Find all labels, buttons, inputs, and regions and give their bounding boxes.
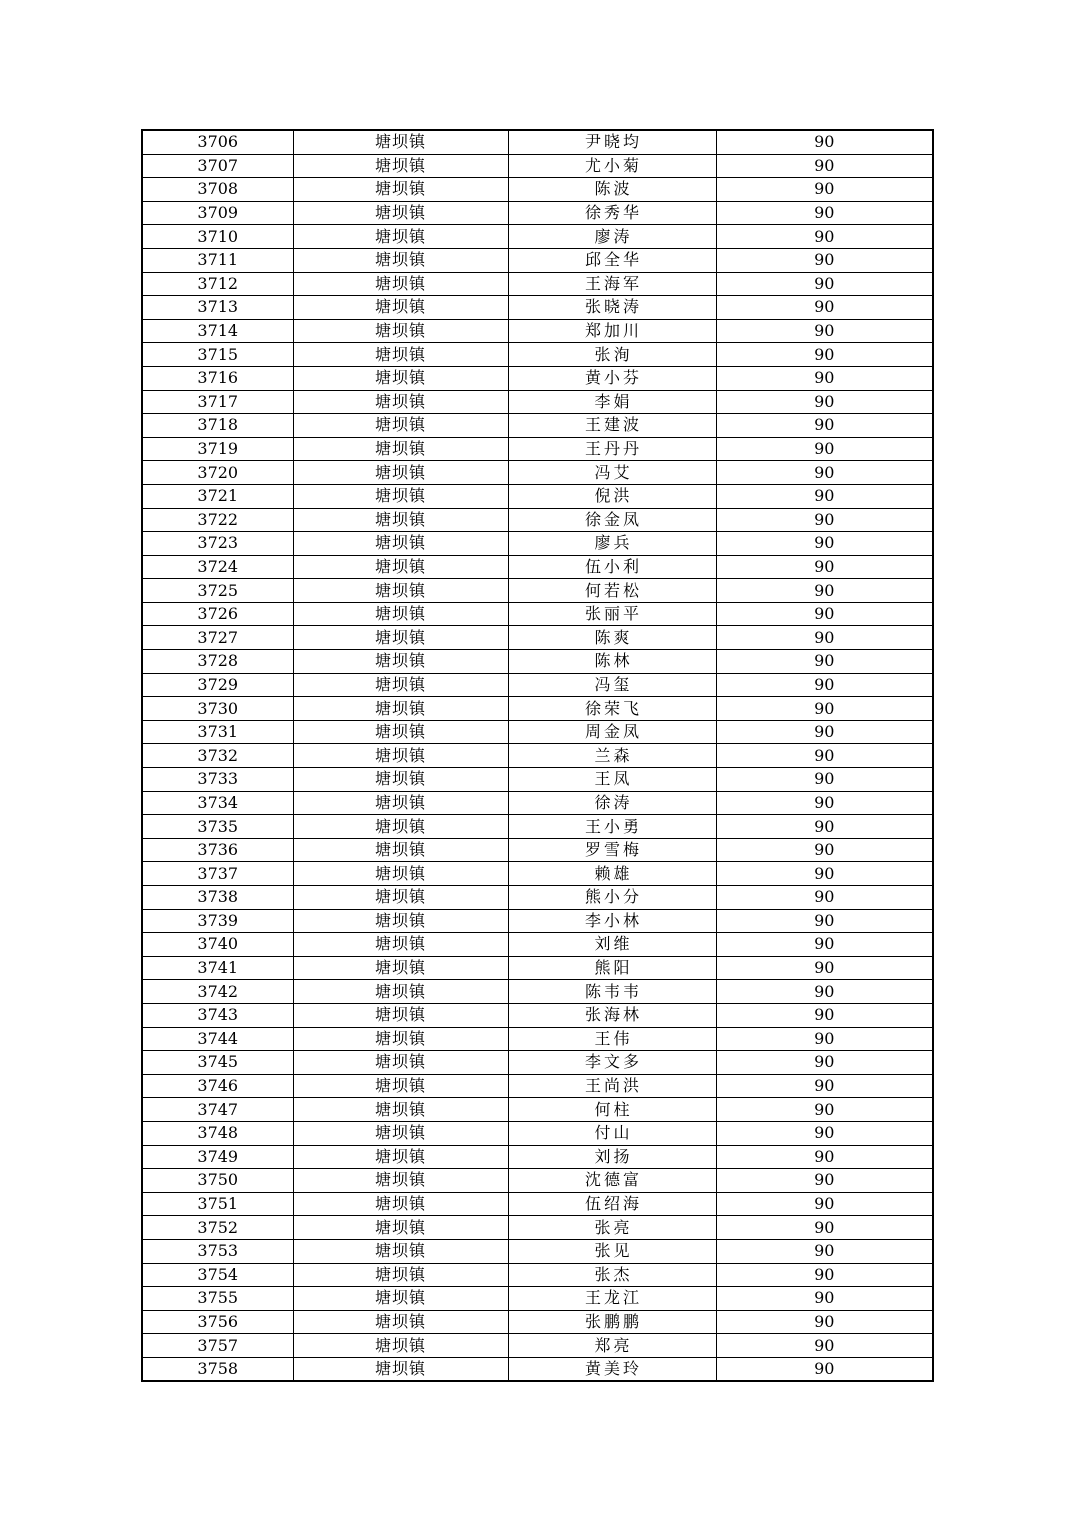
table-row xyxy=(142,130,933,154)
town-cell: 塘坝镇 xyxy=(293,909,508,933)
town-cell: 塘坝镇 xyxy=(293,980,508,1004)
score-cell: 90 xyxy=(716,815,933,839)
row-number-cell: 3720 xyxy=(142,461,293,485)
town-cell: 塘坝镇 xyxy=(293,602,508,626)
score-cell: 90 xyxy=(716,272,933,296)
row-number-cell: 3711 xyxy=(142,248,293,272)
score-cell: 90 xyxy=(716,933,933,957)
row-number-cell: 3727 xyxy=(142,626,293,650)
table-row xyxy=(142,248,933,272)
row-number-cell: 3754 xyxy=(142,1263,293,1287)
table-row xyxy=(142,225,933,249)
row-number-cell: 3717 xyxy=(142,390,293,414)
town-cell: 塘坝镇 xyxy=(293,1027,508,1051)
score-cell: 90 xyxy=(716,1263,933,1287)
row-number-cell: 3723 xyxy=(142,532,293,556)
table-row xyxy=(142,909,933,933)
score-cell: 90 xyxy=(716,532,933,556)
table-row xyxy=(142,579,933,603)
table-row xyxy=(142,673,933,697)
person-name-cell: 尹晓均 xyxy=(508,130,716,154)
town-cell: 塘坝镇 xyxy=(293,461,508,485)
score-cell: 90 xyxy=(716,838,933,862)
table-row xyxy=(142,437,933,461)
score-cell: 90 xyxy=(716,744,933,768)
town-cell: 塘坝镇 xyxy=(293,154,508,178)
table-row xyxy=(142,602,933,626)
row-number-cell: 3735 xyxy=(142,815,293,839)
town-cell: 塘坝镇 xyxy=(293,862,508,886)
person-name-cell: 陈韦韦 xyxy=(508,980,716,1004)
row-number-cell: 3751 xyxy=(142,1192,293,1216)
score-cell: 90 xyxy=(716,1098,933,1122)
person-name-cell: 张海林 xyxy=(508,1003,716,1027)
person-name-cell: 徐荣飞 xyxy=(508,697,716,721)
person-name-cell: 廖兵 xyxy=(508,532,716,556)
row-number-cell: 3757 xyxy=(142,1334,293,1358)
score-cell: 90 xyxy=(716,980,933,1004)
score-cell: 90 xyxy=(716,1310,933,1334)
person-name-cell: 陈爽 xyxy=(508,626,716,650)
table-row xyxy=(142,1027,933,1051)
person-name-cell: 黄美玲 xyxy=(508,1357,716,1381)
row-number-cell: 3715 xyxy=(142,343,293,367)
score-cell: 90 xyxy=(716,791,933,815)
score-cell: 90 xyxy=(716,673,933,697)
row-number-cell: 3750 xyxy=(142,1169,293,1193)
score-cell: 90 xyxy=(716,201,933,225)
score-cell: 90 xyxy=(716,390,933,414)
row-number-cell: 3742 xyxy=(142,980,293,1004)
town-cell: 塘坝镇 xyxy=(293,744,508,768)
town-cell: 塘坝镇 xyxy=(293,532,508,556)
table-row xyxy=(142,650,933,674)
table-row xyxy=(142,484,933,508)
town-cell: 塘坝镇 xyxy=(293,838,508,862)
person-name-cell: 张丽平 xyxy=(508,602,716,626)
table-row xyxy=(142,1145,933,1169)
table-row xyxy=(142,1357,933,1381)
table-row xyxy=(142,886,933,910)
person-name-cell: 陈波 xyxy=(508,178,716,202)
score-cell: 90 xyxy=(716,154,933,178)
table-row xyxy=(142,768,933,792)
score-cell: 90 xyxy=(716,768,933,792)
person-name-cell: 黄小芬 xyxy=(508,366,716,390)
person-name-cell: 张洵 xyxy=(508,343,716,367)
person-name-cell: 郑亮 xyxy=(508,1334,716,1358)
row-number-cell: 3747 xyxy=(142,1098,293,1122)
town-cell: 塘坝镇 xyxy=(293,886,508,910)
person-name-cell: 张亮 xyxy=(508,1216,716,1240)
town-cell: 塘坝镇 xyxy=(293,1098,508,1122)
person-name-cell: 陈林 xyxy=(508,650,716,674)
town-cell: 塘坝镇 xyxy=(293,697,508,721)
town-cell: 塘坝镇 xyxy=(293,1263,508,1287)
row-number-cell: 3749 xyxy=(142,1145,293,1169)
person-name-cell: 刘扬 xyxy=(508,1145,716,1169)
person-name-cell: 尤小菊 xyxy=(508,154,716,178)
roster-table xyxy=(141,129,934,1382)
town-cell: 塘坝镇 xyxy=(293,626,508,650)
row-number-cell: 3741 xyxy=(142,956,293,980)
table-row xyxy=(142,1239,933,1263)
score-cell: 90 xyxy=(716,1334,933,1358)
table-row xyxy=(142,1121,933,1145)
town-cell: 塘坝镇 xyxy=(293,791,508,815)
person-name-cell: 付山 xyxy=(508,1121,716,1145)
town-cell: 塘坝镇 xyxy=(293,933,508,957)
person-name-cell: 伍绍海 xyxy=(508,1192,716,1216)
score-cell: 90 xyxy=(716,579,933,603)
table-row xyxy=(142,343,933,367)
row-number-cell: 3738 xyxy=(142,886,293,910)
score-cell: 90 xyxy=(716,1192,933,1216)
score-cell: 90 xyxy=(716,225,933,249)
score-cell: 90 xyxy=(716,1074,933,1098)
town-cell: 塘坝镇 xyxy=(293,201,508,225)
score-cell: 90 xyxy=(716,1287,933,1311)
person-name-cell: 王伟 xyxy=(508,1027,716,1051)
row-number-cell: 3721 xyxy=(142,484,293,508)
row-number-cell: 3746 xyxy=(142,1074,293,1098)
town-cell: 塘坝镇 xyxy=(293,1216,508,1240)
table-row xyxy=(142,720,933,744)
town-cell: 塘坝镇 xyxy=(293,956,508,980)
row-number-cell: 3728 xyxy=(142,650,293,674)
person-name-cell: 王尚洪 xyxy=(508,1074,716,1098)
town-cell: 塘坝镇 xyxy=(293,1310,508,1334)
table-row xyxy=(142,933,933,957)
town-cell: 塘坝镇 xyxy=(293,272,508,296)
table-row xyxy=(142,1051,933,1075)
row-number-cell: 3748 xyxy=(142,1121,293,1145)
roster-table-body xyxy=(142,130,933,1381)
row-number-cell: 3731 xyxy=(142,720,293,744)
person-name-cell: 赖雄 xyxy=(508,862,716,886)
table-row xyxy=(142,366,933,390)
row-number-cell: 3743 xyxy=(142,1003,293,1027)
table-row xyxy=(142,838,933,862)
table-row xyxy=(142,1003,933,1027)
row-number-cell: 3737 xyxy=(142,862,293,886)
person-name-cell: 王龙江 xyxy=(508,1287,716,1311)
town-cell: 塘坝镇 xyxy=(293,414,508,438)
person-name-cell: 周金凤 xyxy=(508,720,716,744)
town-cell: 塘坝镇 xyxy=(293,1192,508,1216)
person-name-cell: 何若松 xyxy=(508,579,716,603)
table-row xyxy=(142,508,933,532)
row-number-cell: 3739 xyxy=(142,909,293,933)
row-number-cell: 3755 xyxy=(142,1287,293,1311)
score-cell: 90 xyxy=(716,1051,933,1075)
town-cell: 塘坝镇 xyxy=(293,1145,508,1169)
score-cell: 90 xyxy=(716,296,933,320)
table-row xyxy=(142,862,933,886)
table-row xyxy=(142,201,933,225)
row-number-cell: 3716 xyxy=(142,366,293,390)
score-cell: 90 xyxy=(716,626,933,650)
row-number-cell: 3758 xyxy=(142,1357,293,1381)
score-cell: 90 xyxy=(716,366,933,390)
town-cell: 塘坝镇 xyxy=(293,178,508,202)
town-cell: 塘坝镇 xyxy=(293,484,508,508)
row-number-cell: 3726 xyxy=(142,602,293,626)
person-name-cell: 张晓涛 xyxy=(508,296,716,320)
score-cell: 90 xyxy=(716,650,933,674)
town-cell: 塘坝镇 xyxy=(293,720,508,744)
score-cell: 90 xyxy=(716,130,933,154)
town-cell: 塘坝镇 xyxy=(293,1287,508,1311)
score-cell: 90 xyxy=(716,1239,933,1263)
table-row xyxy=(142,555,933,579)
row-number-cell: 3732 xyxy=(142,744,293,768)
score-cell: 90 xyxy=(716,1027,933,1051)
row-number-cell: 3752 xyxy=(142,1216,293,1240)
table-row xyxy=(142,272,933,296)
row-number-cell: 3734 xyxy=(142,791,293,815)
town-cell: 塘坝镇 xyxy=(293,508,508,532)
table-row xyxy=(142,1192,933,1216)
score-cell: 90 xyxy=(716,343,933,367)
score-cell: 90 xyxy=(716,1145,933,1169)
person-name-cell: 王凤 xyxy=(508,768,716,792)
table-row xyxy=(142,414,933,438)
person-name-cell: 王海军 xyxy=(508,272,716,296)
score-cell: 90 xyxy=(716,697,933,721)
row-number-cell: 3710 xyxy=(142,225,293,249)
table-row xyxy=(142,296,933,320)
table-row xyxy=(142,461,933,485)
row-number-cell: 3722 xyxy=(142,508,293,532)
score-cell: 90 xyxy=(716,484,933,508)
row-number-cell: 3719 xyxy=(142,437,293,461)
person-name-cell: 李文多 xyxy=(508,1051,716,1075)
table-row xyxy=(142,626,933,650)
person-name-cell: 徐秀华 xyxy=(508,201,716,225)
town-cell: 塘坝镇 xyxy=(293,555,508,579)
row-number-cell: 3713 xyxy=(142,296,293,320)
table-row xyxy=(142,1334,933,1358)
row-number-cell: 3736 xyxy=(142,838,293,862)
table-row xyxy=(142,319,933,343)
score-cell: 90 xyxy=(716,248,933,272)
row-number-cell: 3756 xyxy=(142,1310,293,1334)
score-cell: 90 xyxy=(716,178,933,202)
row-number-cell: 3740 xyxy=(142,933,293,957)
table-row xyxy=(142,980,933,1004)
town-cell: 塘坝镇 xyxy=(293,319,508,343)
person-name-cell: 郑加川 xyxy=(508,319,716,343)
score-cell: 90 xyxy=(716,555,933,579)
town-cell: 塘坝镇 xyxy=(293,1003,508,1027)
person-name-cell: 徐金凤 xyxy=(508,508,716,532)
score-cell: 90 xyxy=(716,414,933,438)
person-name-cell: 张杰 xyxy=(508,1263,716,1287)
person-name-cell: 何柱 xyxy=(508,1098,716,1122)
person-name-cell: 王建波 xyxy=(508,414,716,438)
town-cell: 塘坝镇 xyxy=(293,1169,508,1193)
table-row xyxy=(142,744,933,768)
town-cell: 塘坝镇 xyxy=(293,225,508,249)
score-cell: 90 xyxy=(716,437,933,461)
person-name-cell: 邱全华 xyxy=(508,248,716,272)
town-cell: 塘坝镇 xyxy=(293,366,508,390)
table-row xyxy=(142,1263,933,1287)
score-cell: 90 xyxy=(716,886,933,910)
table-row xyxy=(142,956,933,980)
person-name-cell: 沈德富 xyxy=(508,1169,716,1193)
town-cell: 塘坝镇 xyxy=(293,437,508,461)
table-row xyxy=(142,1169,933,1193)
row-number-cell: 3744 xyxy=(142,1027,293,1051)
town-cell: 塘坝镇 xyxy=(293,343,508,367)
person-name-cell: 冯艾 xyxy=(508,461,716,485)
row-number-cell: 3730 xyxy=(142,697,293,721)
town-cell: 塘坝镇 xyxy=(293,579,508,603)
town-cell: 塘坝镇 xyxy=(293,248,508,272)
person-name-cell: 熊阳 xyxy=(508,956,716,980)
person-name-cell: 张见 xyxy=(508,1239,716,1263)
table-row xyxy=(142,1098,933,1122)
person-name-cell: 刘维 xyxy=(508,933,716,957)
score-cell: 90 xyxy=(716,508,933,532)
person-name-cell: 张鹏鹏 xyxy=(508,1310,716,1334)
town-cell: 塘坝镇 xyxy=(293,1357,508,1381)
row-number-cell: 3724 xyxy=(142,555,293,579)
person-name-cell: 王小勇 xyxy=(508,815,716,839)
row-number-cell: 3709 xyxy=(142,201,293,225)
row-number-cell: 3708 xyxy=(142,178,293,202)
table-row xyxy=(142,532,933,556)
row-number-cell: 3714 xyxy=(142,319,293,343)
score-cell: 90 xyxy=(716,602,933,626)
person-name-cell: 王丹丹 xyxy=(508,437,716,461)
row-number-cell: 3712 xyxy=(142,272,293,296)
town-cell: 塘坝镇 xyxy=(293,1121,508,1145)
table-row xyxy=(142,697,933,721)
row-number-cell: 3725 xyxy=(142,579,293,603)
score-cell: 90 xyxy=(716,720,933,744)
town-cell: 塘坝镇 xyxy=(293,673,508,697)
table-row xyxy=(142,791,933,815)
person-name-cell: 李小林 xyxy=(508,909,716,933)
score-cell: 90 xyxy=(716,956,933,980)
town-cell: 塘坝镇 xyxy=(293,130,508,154)
score-cell: 90 xyxy=(716,909,933,933)
person-name-cell: 伍小利 xyxy=(508,555,716,579)
town-cell: 塘坝镇 xyxy=(293,650,508,674)
town-cell: 塘坝镇 xyxy=(293,296,508,320)
table-row xyxy=(142,390,933,414)
town-cell: 塘坝镇 xyxy=(293,1074,508,1098)
person-name-cell: 罗雪梅 xyxy=(508,838,716,862)
table-row xyxy=(142,154,933,178)
score-cell: 90 xyxy=(716,461,933,485)
score-cell: 90 xyxy=(716,1121,933,1145)
table-row xyxy=(142,1216,933,1240)
table-row xyxy=(142,1074,933,1098)
person-name-cell: 李娟 xyxy=(508,390,716,414)
score-cell: 90 xyxy=(716,1169,933,1193)
score-cell: 90 xyxy=(716,1003,933,1027)
score-cell: 90 xyxy=(716,862,933,886)
table-row xyxy=(142,178,933,202)
row-number-cell: 3718 xyxy=(142,414,293,438)
person-name-cell: 冯玺 xyxy=(508,673,716,697)
row-number-cell: 3745 xyxy=(142,1051,293,1075)
table-row xyxy=(142,1310,933,1334)
town-cell: 塘坝镇 xyxy=(293,1239,508,1263)
town-cell: 塘坝镇 xyxy=(293,768,508,792)
town-cell: 塘坝镇 xyxy=(293,1334,508,1358)
score-cell: 90 xyxy=(716,319,933,343)
score-cell: 90 xyxy=(716,1216,933,1240)
town-cell: 塘坝镇 xyxy=(293,815,508,839)
row-number-cell: 3753 xyxy=(142,1239,293,1263)
table-row xyxy=(142,1287,933,1311)
town-cell: 塘坝镇 xyxy=(293,1051,508,1075)
row-number-cell: 3706 xyxy=(142,130,293,154)
person-name-cell: 熊小分 xyxy=(508,886,716,910)
row-number-cell: 3707 xyxy=(142,154,293,178)
row-number-cell: 3733 xyxy=(142,768,293,792)
person-name-cell: 廖涛 xyxy=(508,225,716,249)
person-name-cell: 倪洪 xyxy=(508,484,716,508)
person-name-cell: 兰森 xyxy=(508,744,716,768)
person-name-cell: 徐涛 xyxy=(508,791,716,815)
town-cell: 塘坝镇 xyxy=(293,390,508,414)
table-row xyxy=(142,815,933,839)
row-number-cell: 3729 xyxy=(142,673,293,697)
score-cell: 90 xyxy=(716,1357,933,1381)
